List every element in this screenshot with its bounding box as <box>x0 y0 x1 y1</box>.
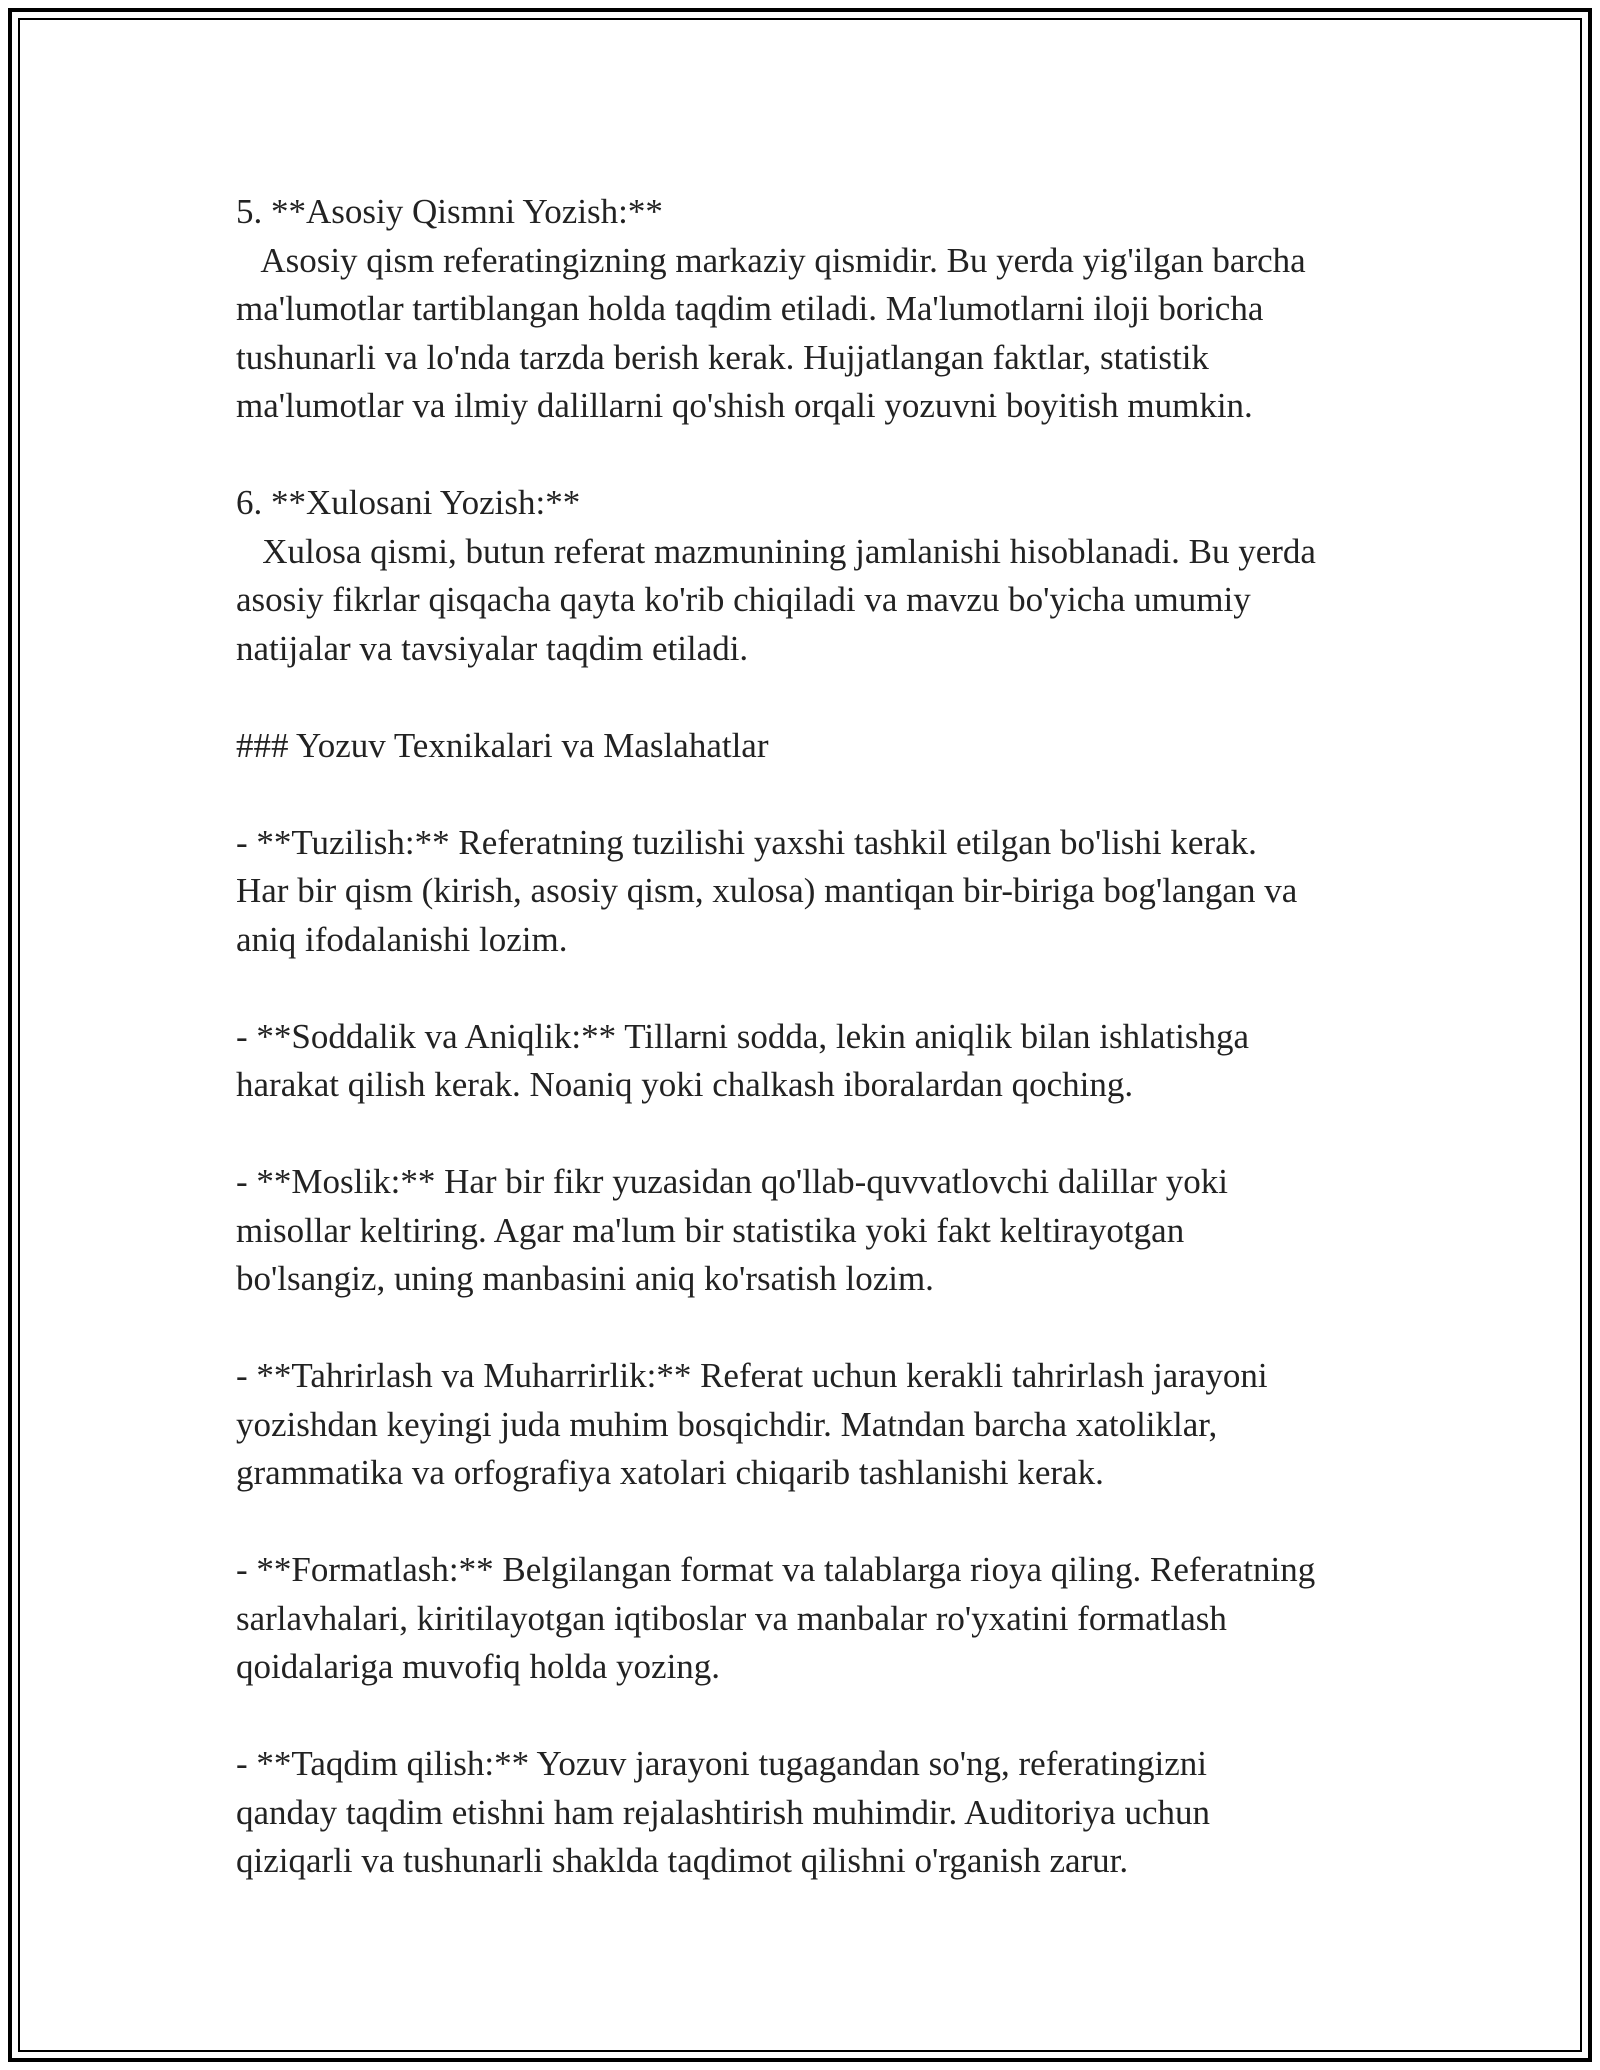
bullet-line: - **Taqdim qilish:** Yozuv jarayoni tugagandan so'ng, referatingizni <box>236 1744 1208 1783</box>
paragraph-line: ma'lumotlar va ilmiy dalillarni qo'shish orqali yozuvni boyitish mumkin. <box>236 386 1253 425</box>
section-main-part <box>236 188 1416 431</box>
bullet-line: sarlavhalari, kiritilayotgan iqtiboslar va manbalar ro'yxatini formatlash <box>236 1598 1227 1638</box>
blank-line <box>236 1304 1416 1353</box>
bullet-formatting <box>236 1546 1416 1692</box>
bullet-line: - **Formatlash:** Belgilangan format va talablarga rioya qiling. Referatning <box>236 1550 1316 1589</box>
paragraph-line: Asosiy qism referatingizning markaziy qismidir. Bu yerda yig'ilgan barcha <box>236 240 1306 280</box>
bullet-structure <box>236 819 1416 965</box>
blank-line <box>236 431 1416 480</box>
section-heading: 5. **Asosiy Qismni Yozish:** <box>236 192 663 231</box>
bullet-line: qanday taqdim etishni ham rejalashtirish muhimdir. Auditoriya uchun <box>236 1792 1211 1832</box>
bullet-consistency <box>236 1158 1416 1304</box>
bullet-line: - **Moslik:** Har bir fikr yuzasidan qo'llab-quvvatlovchi dalillar yoki <box>236 1162 1228 1201</box>
blank-line <box>236 1498 1416 1547</box>
blank-line <box>236 770 1416 819</box>
paragraph-line: Xulosa qismi, butun referat mazmunining jamlanishi hisoblanadi. Bu yerda <box>236 531 1316 571</box>
bullet-line: yozishdan keyingi juda muhim bosqichdir. Matndan barcha xatoliklar, <box>236 1404 1218 1444</box>
bullet-line: grammatika va orfografiya xatolari chiqarib tashlanishi kerak. <box>236 1453 1104 1492</box>
bullet-line: bo'lsangiz, uning manbasini aniq ko'rsatish lozim. <box>236 1259 934 1298</box>
blank-line <box>236 1692 1416 1741</box>
bullet-line: - **Tuzilish:** Referatning tuzilishi yaxshi tashkil etilgan bo'lishi kerak. <box>236 822 1257 862</box>
bullet-line: qoidalariga muvofiq holda yozing. <box>236 1647 721 1686</box>
bullet-line: - **Tahrirlash va Muharrirlik:** Referat uchun kerakli tahrirlash jarayoni <box>236 1356 1268 1395</box>
section-conclusion <box>236 479 1416 673</box>
bullet-line: aniq ifodalanishi lozim. <box>236 919 568 959</box>
paragraph-line: natijalar va tavsiyalar taqdim etiladi. <box>236 628 749 668</box>
bullet-line: harakat qilish kerak. Noaniq yoki chalkash iboralardan qoching. <box>236 1065 1134 1104</box>
bullet-line: misollar keltiring. Agar ma'lum bir statistika yoki fakt keltirayotgan <box>236 1210 1185 1250</box>
bullet-line: Har bir qism (kirish, asosiy qism, xulosa) mantiqan bir-biriga bog'langan va <box>236 871 1298 910</box>
section-heading: 6. **Xulosani Yozish:** <box>236 483 581 522</box>
bullet-simplicity <box>236 1013 1416 1110</box>
paragraph-line: tushunarli va lo'nda tarzda berish kerak. Hujjatlangan faktlar, statistik <box>236 337 1209 377</box>
bullet-editing <box>236 1352 1416 1498</box>
blank-line <box>236 964 1416 1013</box>
paragraph-line: ma'lumotlar tartiblangan holda taqdim etiladi. Ma'lumotlarni iloji boricha <box>236 289 1264 328</box>
bullet-line: - **Soddalik va Aniqlik:** Tillarni sodda, lekin aniqlik bilan ishlatishga <box>236 1016 1250 1056</box>
bullet-presentation <box>236 1740 1416 1886</box>
blank-line <box>236 673 1416 722</box>
subheading: ### Yozuv Texnikalari va Maslahatlar <box>236 725 769 765</box>
bullet-line: qiziqarli va tushunarli shaklda taqdimot qilishni o'rganish zarur. <box>236 1841 1129 1880</box>
document-body <box>236 188 1416 1886</box>
paragraph-line: asosiy fikrlar qisqacha qayta ko'rib chiqiladi va mavzu bo'yicha umumiy <box>236 580 1251 619</box>
subheading-block <box>236 722 1416 771</box>
blank-line <box>236 1110 1416 1159</box>
